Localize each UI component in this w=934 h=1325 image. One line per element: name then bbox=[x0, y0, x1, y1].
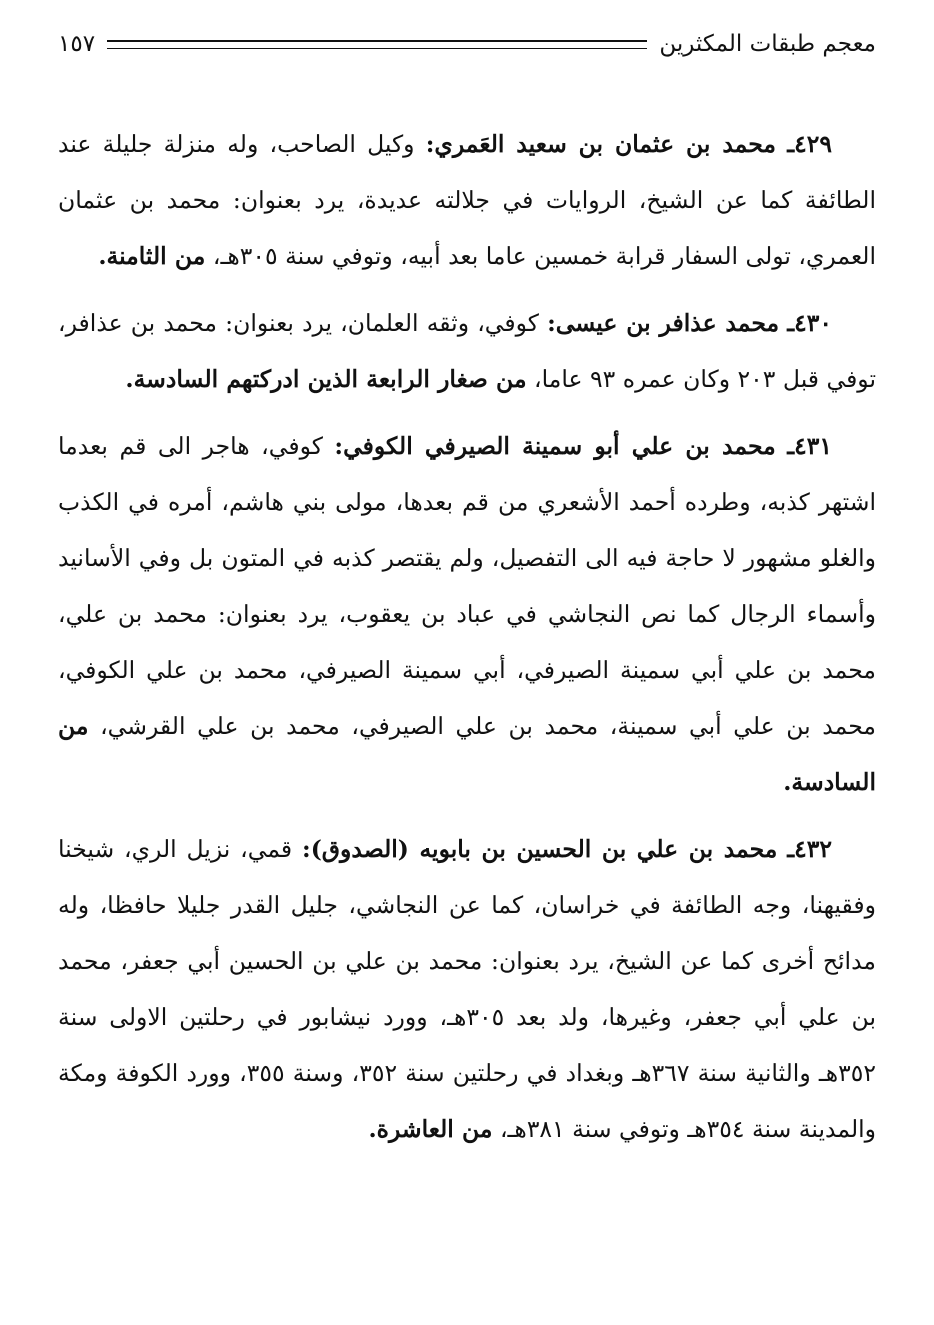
entry-tier: من العاشرة. bbox=[368, 1115, 493, 1143]
entry-number: ٤٢٩ـ bbox=[787, 130, 832, 158]
entry-body: قمي، نزيل الري، شيخنا وفقيهنا، وجه الطائفة في خراسان، كما عن النجاشي، جليل القدر جليلا حافظا، وله مدائح أخرى كما عن الشيخ، يرد بعنوان: محمد بن علي بن الحسين أبي جعفر، محمد بن علي أبي جعفر، وغيرها، ولد بعد ٣٠٥هـ، وورد نيشابور في رحلتين الاولى سنة ٣٥٢هـ والثانية سنة ٣٦٧هـ وبغداد في رحلتين سنة ٣٥٢، وسنة ٣٥٥، وورد الكوفة ومكة والمدينة سنة ٣٥٤هـ وتوفي سنة ٣٨١هـ، bbox=[58, 835, 876, 1143]
entry-tier: من صغار الرابعة الذين ادركتهم السادسة. bbox=[125, 365, 527, 393]
entry-body: وكيل الصاحب، وله منزلة جليلة عند الطائفة كما عن الشيخ، الروايات في جلالته عديدة، يرد بعنوان: محمد بن عثمان العمري، تولى السفار قرابة خمسين عاما بعد أبيه، وتوفي سنة ٣٠٥هـ، bbox=[58, 130, 876, 270]
entry-name: محمد بن عثمان بن سعيد العَمري: bbox=[425, 130, 777, 158]
entry-number: ٤٣١ـ bbox=[787, 432, 832, 460]
running-title: معجم طبقات المكثرين bbox=[659, 31, 876, 57]
entries-list bbox=[58, 116, 876, 1168]
entry-name: محمد بن علي أبو سمينة الصيرفي الكوفي: bbox=[334, 432, 776, 460]
entry-tier: من السادسة. bbox=[58, 712, 876, 796]
entry-430 bbox=[58, 295, 876, 407]
entry-number: ٤٣٠ـ bbox=[787, 309, 832, 337]
header-rule bbox=[107, 40, 647, 49]
entry-number: ٤٣٢ـ bbox=[787, 835, 832, 863]
entry-body: كوفي، هاجر الى قم بعدما اشتهر كذبه، وطرده أحمد الأشعري من قم بعدها، مولى بني هاشم، أمره في الكذب والغلو مشهور لا حاجة فيه الى التفصيل، ولم يقتصر كذبه في المتون بل وفي الأسانيد وأسماء الرجال كما نص النجاشي في عباد بن يعقوب، يرد بعنوان: محمد بن علي، محمد بن علي أبي سمينة الصيرفي، أبي سمينة الصيرفي، محمد بن علي الكوفي، محمد بن علي أبي سمينة، محمد بن علي الصيرفي، محمد بن علي القرشي، bbox=[58, 432, 876, 740]
running-header bbox=[58, 24, 876, 64]
entry-429 bbox=[58, 116, 876, 284]
entry-tier: من الثامنة. bbox=[98, 242, 206, 270]
entry-name: محمد بن علي بن الحسين بن بابويه (الصدوق): bbox=[302, 835, 778, 863]
book-page bbox=[58, 0, 876, 1325]
entry-431 bbox=[58, 418, 876, 810]
page-number: ١٥٧ bbox=[58, 31, 96, 57]
entry-body: كوفي، وثقه العلمان، يرد بعنوان: محمد بن عذافر، توفي قبل ٢٠٣ وكان عمره ٩٣ عاما، bbox=[58, 309, 876, 393]
entry-432 bbox=[58, 821, 876, 1157]
entry-name: محمد عذافر بن عيسى: bbox=[547, 309, 780, 337]
